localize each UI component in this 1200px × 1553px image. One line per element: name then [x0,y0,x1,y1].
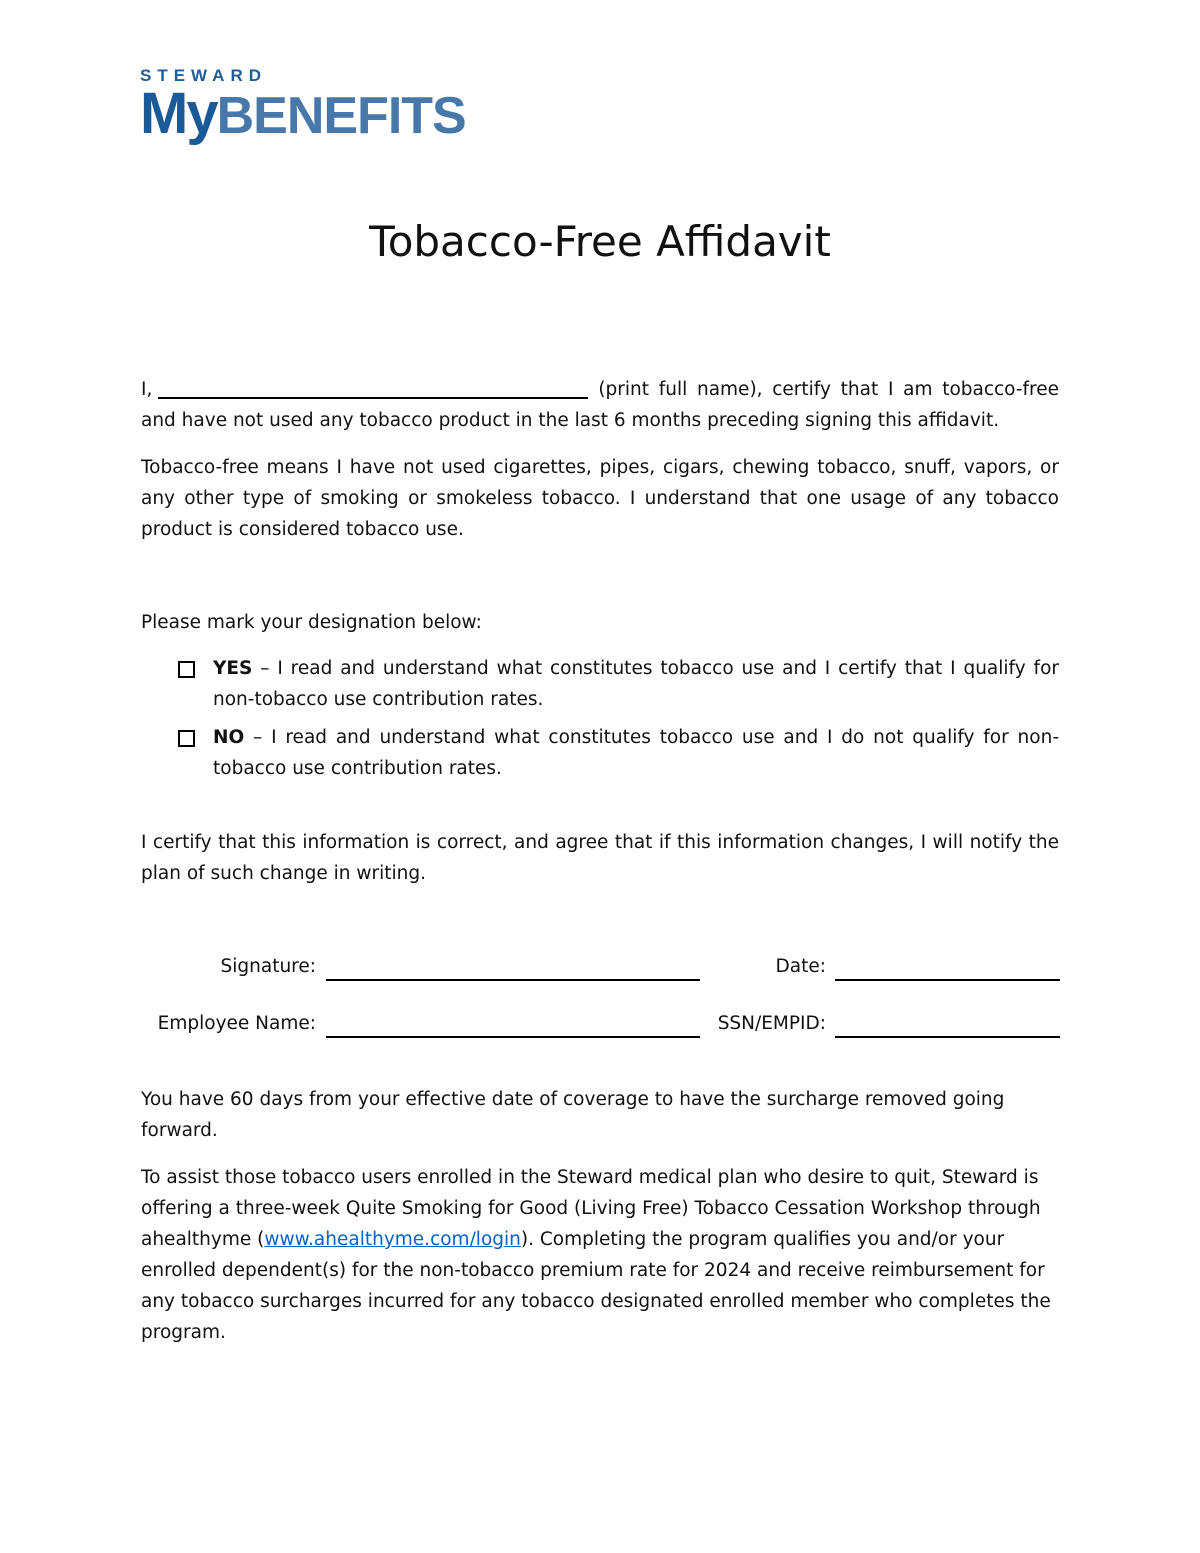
yes-checkbox[interactable] [178,661,195,678]
intro-paragraph [141,374,1059,436]
employee-name-label: Employee Name: [157,1013,316,1034]
ssn-field[interactable] [835,1036,1060,1038]
certify-paragraph: I certify that this information is correct, and agree that if this information changes, I will notify the plan of such change in writing. [141,832,1059,884]
option-no-description: – I read and understand what constitutes tobacco use and I do not qualify for non-tobacco use contribution rates. [213,727,1059,779]
option-yes-text [213,653,1059,715]
option-no-label: NO [213,727,245,748]
full-name-field[interactable] [158,375,588,399]
signature-field[interactable] [326,979,700,981]
logo-my-text: My [140,81,217,146]
intro-line2: and have not used any tobacco product in the last 6 months preceding signing this affidavit. [141,410,1000,431]
page-title: Tobacco-Free Affidavit [369,217,831,266]
employee-name-field[interactable] [326,1036,700,1038]
date-field[interactable] [835,979,1060,981]
option-yes-label: YES [213,658,253,679]
logo-benefits-text: BENEFITS [216,87,466,145]
logo-steward-text: STEWARD [140,66,267,85]
intro-suffix: (print full name), certify that I am tobacco-free [598,379,1059,400]
logo-mybenefits [140,81,466,159]
ahealthyme-login-link[interactable]: www.ahealthyme.com/login [264,1229,521,1250]
definition-paragraph: Tobacco-free means I have not used cigarettes, pipes, cigars, chewing tobacco, snuff, vapors, or any other type of smoking or smokeless tobacco. I understand that one usage of any tobacco product is considered tobacco use. [141,457,1059,540]
option-no-text [213,722,1059,784]
ssn-label: SSN/EMPID: [717,1013,826,1034]
steward-mybenefits-logo [140,66,466,159]
option-yes-description: – I read and understand what constitutes tobacco use and I certify that I qualify for non-tobacco use contribution rates. [213,658,1059,710]
assist-paragraph [141,1162,1056,1348]
signature-label: Signature: [220,956,316,977]
assist-text-before: To assist those tobacco users enrolled in the Steward medical plan who desire to quit, Steward is offering a three-week Quite Smoking for Good (Living Free) Tobacco Cessation Workshop through ahealthyme ( [141,1167,1041,1250]
designation-prompt: Please mark your designation below: [141,612,482,633]
intro-prefix: I, [141,379,153,400]
date-label: Date: [775,956,826,977]
assist-text-after: ). Completing the program qualifies you and/or your enrolled dependent(s) for the non-tobacco premium rate for 2024 and receive reimbursement for any tobacco surcharges incurred for any tobacco designated enrolled member who completes the program. [141,1229,1051,1343]
no-checkbox[interactable] [178,730,195,747]
deadline-paragraph: You have 60 days from your effective date of coverage to have the surcharge removed going forward. [141,1089,1005,1141]
